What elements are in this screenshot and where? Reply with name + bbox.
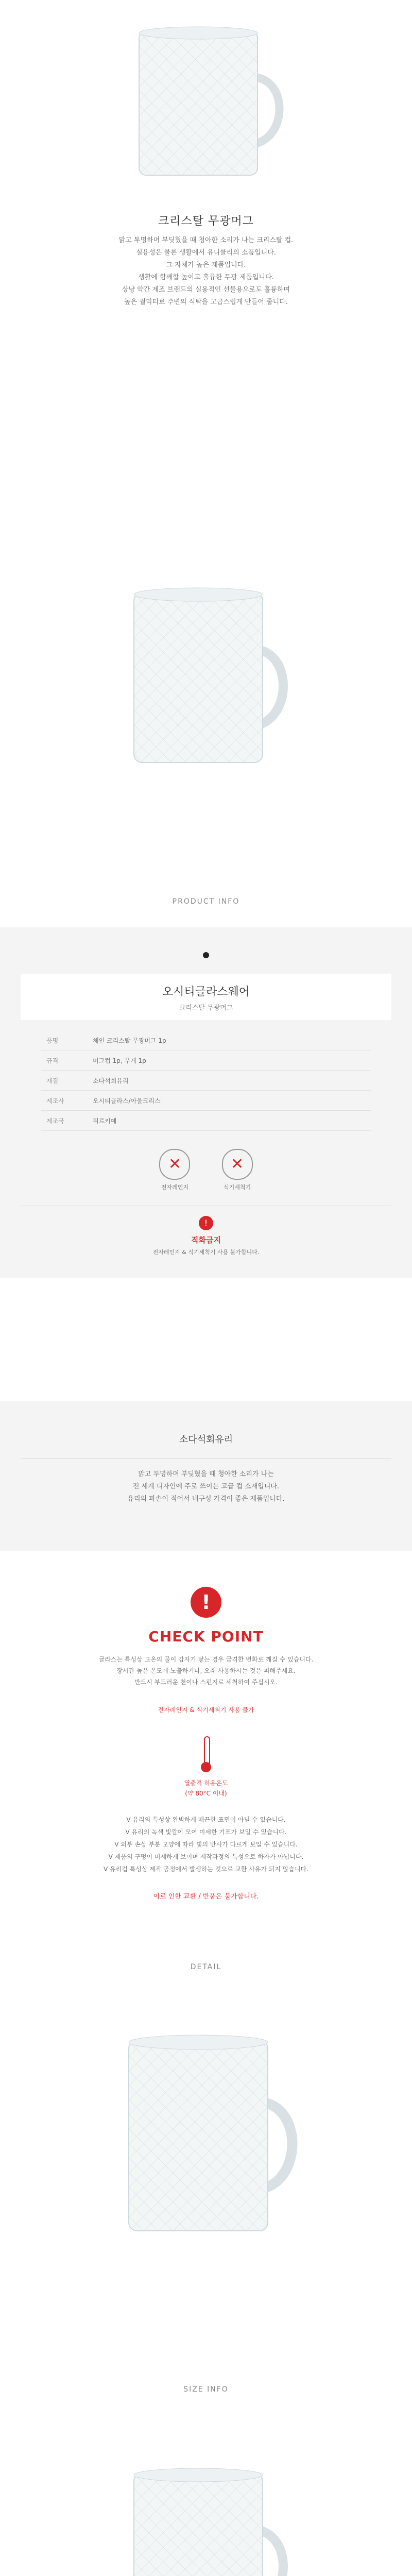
table-row: 규격 머그컵 1p, 무게 1p xyxy=(41,1050,371,1071)
detail-section xyxy=(0,1989,412,2329)
material-title: 소다석회유리 xyxy=(179,1434,233,1445)
material-section xyxy=(0,1401,412,1551)
check-heading: CHECK POINT xyxy=(148,1628,264,1645)
ban-text: 전자레인지 & 식기세척기 사용 불가합니다. xyxy=(152,1249,260,1256)
microwave-ban: ✕ 전자레인지 xyxy=(159,1149,190,1191)
brand-box xyxy=(21,974,391,1020)
table-row: 품명 체인 크리스탈 무광머그 1p xyxy=(41,1030,371,1050)
detail-heading: DETAIL xyxy=(190,1963,222,1971)
mug-section-2 xyxy=(0,453,412,917)
brand-name: 오시티글라스웨어 xyxy=(162,986,250,998)
brand-subtitle: 크리스탈 무광머그 xyxy=(179,1004,233,1012)
intro-desc: 맑고 투명하며 부딪혔을 때 청아한 소리가 나는 크리스탈 컵. 실용성은 물론 생활에서 유니클리의 소품입니다. 그 자체가 높은 제품입니다. 생활에 함께할 높이고 훌륭한 무광 제품입니다. 상냥 약간 제조 브랜드의 실용적인 선물용으로도 훌륭하며 높은 퀄리티로 주변의 식탁을 고급스럽게 만들어 줍니다. xyxy=(118,236,294,306)
size-section xyxy=(0,2411,412,2576)
material-desc: 맑고 투명하며 부딪혔을 때 청아한 소리가 나는 전 세계 디자인에 주로 쓰이는 고급 컵 소재입니다. 유리의 파손이 적어서 내구성 가격이 좋은 제품입니다. xyxy=(127,1470,285,1503)
size-heading: SIZE INFO xyxy=(183,2385,229,2394)
microwave-icon: ✕ xyxy=(159,1149,190,1180)
thermometer-icon xyxy=(201,1736,211,1772)
intro-title: 크리스탈 무광머그 xyxy=(158,215,254,228)
check-section xyxy=(0,1577,412,2030)
mug-image-3 xyxy=(93,2020,319,2257)
temp-value: (약 80°C 이내) xyxy=(185,1790,227,1797)
alert-icon: ! xyxy=(191,1587,221,1618)
table-row: 제조국 튀르키예 xyxy=(41,1111,371,1131)
hero-section xyxy=(0,0,412,453)
material-divider xyxy=(21,1458,391,1459)
table-row: 재질 소다석회유리 xyxy=(41,1071,371,1091)
check-warning: 전자레인지 & 식기세척기 사용 불가 xyxy=(158,1706,254,1714)
table-row: 제조사 오시티글라스/아울크리스 xyxy=(41,1091,371,1111)
fire-icon: ! xyxy=(199,1216,213,1230)
mug-image-4 xyxy=(98,2452,314,2576)
product-info-heading: PRODUCT INFO xyxy=(172,897,240,906)
dishwasher-icon: ✕ xyxy=(222,1149,253,1180)
mug-image-1 xyxy=(108,15,304,185)
temp-label: 열충격 허용온도 xyxy=(184,1780,228,1787)
bullet-dot xyxy=(203,952,209,958)
info-table xyxy=(41,1030,371,1131)
ban-title: 직화금지 xyxy=(191,1235,221,1245)
check-desc: 글라스는 특성상 고온의 물이 갑자기 닿는 경우 급격한 변화로 깨질 수 있습니다. 장시간 높은 온도에 노출하거나, 오래 사용하시는 것은 피해주세요. 반드시 부드러운 천이나 스펀지로 세척하여 주십시오. xyxy=(98,1656,314,1686)
usage-icons xyxy=(0,1149,412,1191)
product-info-section xyxy=(0,927,412,1278)
mug-image-2 xyxy=(98,572,314,788)
no-exchange-text: 이로 인한 교환 / 반품은 불가합니다. xyxy=(153,1893,259,1901)
dishwasher-ban: ✕ 식기세척기 xyxy=(222,1149,253,1191)
check-bullets: V 유리의 특성상 완벽하게 매끈한 표면이 아닐 수 있습니다. V 유리의 녹색 빛깔이 모여 미세한 기포가 보일 수 있습니다. V 외부 손상 부분 모양에 따라 빛의 반사가 다르게 보일 수 있습니다. V 제품의 구멍이 미세하게 보이며 제작과정의 특성으로 하자가 아닙니다. V 유리컵 특성상 제작 공정에서 발생하는 것으로 교환 사유가 되지 않습니다. xyxy=(104,1816,308,1873)
